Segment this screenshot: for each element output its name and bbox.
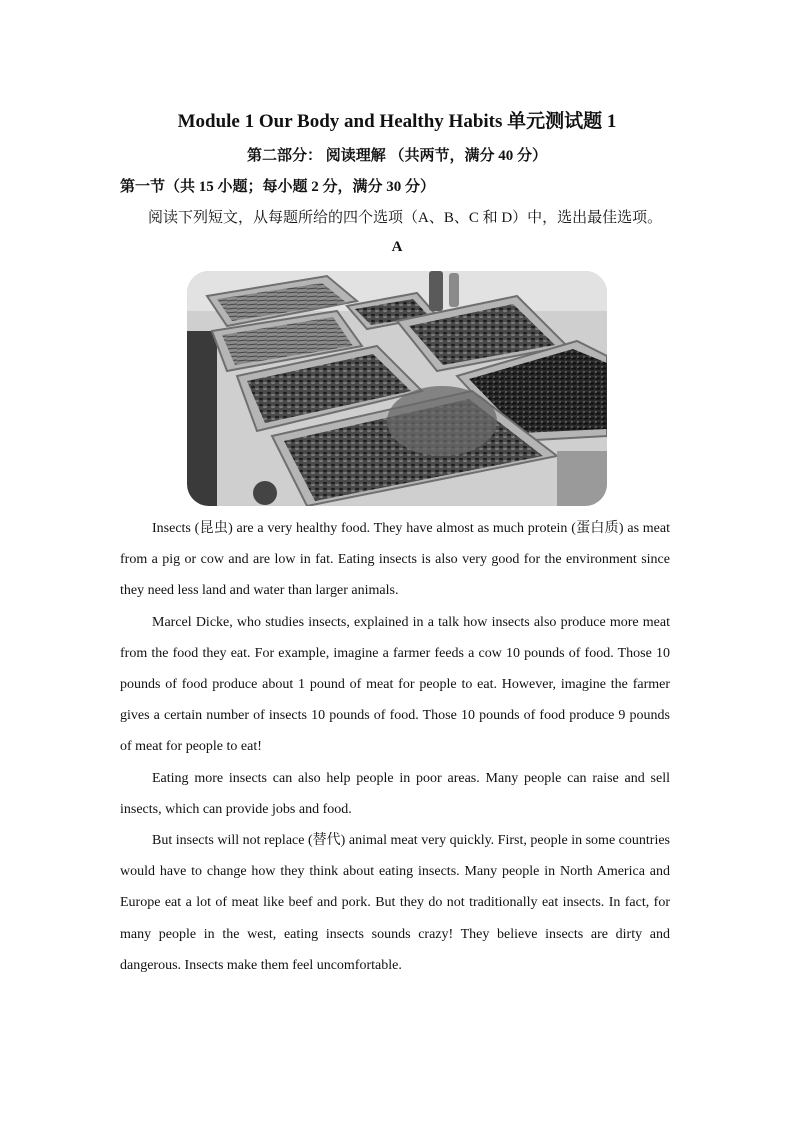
passage-paragraph: But insects will not replace (替代) animal meat very quickly. First, people in some countries would have to change how they think about eating insects. Many people in North America and Europe eat a lot of meat like beef and pork. But they do not traditionally eat insects. In fact, for many people in the west, eating insects sounds crazy! They believe insects are dirty and dangerous. Insects make them feel uncomfortable. [120,833,670,973]
passage-body [120,513,670,981]
section-heading: 第一节（共 15 小题；每小题 2 分，满分 30 分） [120,179,436,195]
passage-letter: A [391,239,403,255]
page-title: Module 1 Our Body and Healthy Habits 单元测试题 1 [177,111,617,132]
passage-paragraph: Marcel Dicke, who studies insects, explained in a talk how insects also produce more meat from the food they eat. For example, imagine a farmer feeds a cow 10 pounds of food. Those 10 pounds of food produce about 1 pound of meat for people to eat. However, imagine the farmer gives a certain number of insects 10 pounds of food. Those 10 pounds of food produce 9 pounds of meat for people to eat! [120,614,670,755]
passage-paragraph: Insects (昆虫) are a very healthy food. They have almost as much protein (蛋白质) as meat from a pig or cow and are low in fat. Eating insects is also very good for the environment since they need less land and water than larger animals. [120,521,670,599]
insect-market-photo [187,271,607,506]
market-stall-insect-trays-photo [187,271,607,506]
passage-paragraph: Eating more insects can also help people in poor areas. Many people can raise and sell insects, which can provide jobs and food. [120,770,670,817]
part-subtitle: 第二部分： 阅读理解 （共两节，满分 40 分） [246,148,547,164]
instructions: 阅读下列短文，从每题所给的四个选项（A、B、C 和 D）中，选出最佳选项。 [148,210,663,226]
